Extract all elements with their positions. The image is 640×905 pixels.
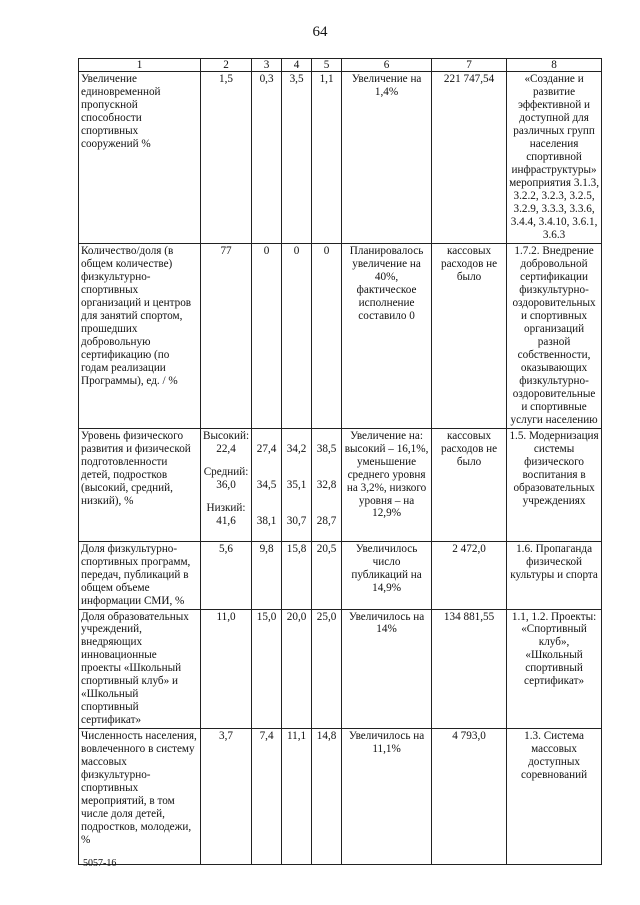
value-cell (201, 428, 252, 541)
activity-cell: 1.6. Пропаганда физической культуры и спорта (507, 541, 602, 609)
value-cell: 25,0 (312, 609, 342, 729)
col-header-1: 1 (79, 59, 201, 72)
result-cell: Увеличилось на 11,1% (342, 729, 432, 865)
col-header-5: 5 (312, 59, 342, 72)
result-cell: Планировалось увеличение на 40%, фактическое исполнение составило 0 (342, 243, 432, 428)
expenses-cell: 134 881,55 (432, 609, 507, 729)
col-header-7: 7 (432, 59, 507, 72)
level-value: 34,5 (256, 478, 277, 491)
value-cell: 9,8 (252, 541, 282, 609)
level-value: 34,2 (286, 442, 307, 455)
level-label: Высокий: (203, 429, 250, 442)
result-cell: Увеличилось на 14% (342, 609, 432, 729)
value-cell: 77 (201, 243, 252, 428)
col-header-6: 6 (342, 59, 432, 72)
expenses-cell: 4 793,0 (432, 729, 507, 865)
col-header-3: 3 (252, 59, 282, 72)
level-label: Средний: (203, 465, 249, 478)
result-cell: Увеличение на: высокий – 16,1%, уменьшение среднего уровня на 3,2%, низкого уровня – на 12,9% (342, 428, 432, 541)
level-value: 22,4 (216, 442, 236, 455)
report-table (78, 58, 602, 865)
value-cell (252, 428, 282, 541)
level-value: 41,6 (216, 514, 236, 527)
value-cell: 11,0 (201, 609, 252, 729)
value-cell: 1,5 (201, 72, 252, 244)
level-label: Низкий: (206, 501, 246, 514)
value-cell (282, 428, 312, 541)
value-cell: 1,1 (312, 72, 342, 244)
value-cell (312, 428, 342, 541)
value-cell: 20,5 (312, 541, 342, 609)
col-header-2: 2 (201, 59, 252, 72)
value-cell: 7,4 (252, 729, 282, 865)
activity-cell: 1.3. Система массовых доступных соревнований (507, 729, 602, 865)
level-value: 32,8 (316, 478, 337, 491)
level-value: 28,7 (316, 514, 337, 527)
table-row (79, 72, 602, 244)
expenses-cell: кассовых расходов не было (432, 243, 507, 428)
page-number: 64 (312, 24, 328, 40)
table-row (79, 428, 602, 541)
activity-cell: 1.5. Модернизация системы физического воспитания в образовательных учреждениях (507, 428, 602, 541)
table-row (79, 729, 602, 865)
indicator-cell: Доля физкультурно-спортивных программ, передач, публикаций в общем объеме информации СМИ, % (79, 541, 201, 609)
indicator-cell: Количество/доля (в общем количестве) физкультурно-спортивных организаций и центров для занятий спортом, прошедших добровольную сертификацию (по годам реализации Программы), ед. / % (79, 243, 201, 428)
level-value: 35,1 (286, 478, 307, 491)
expenses-cell: 221 747,54 (432, 72, 507, 244)
value-cell: 3,5 (282, 72, 312, 244)
value-cell: 3,7 (201, 729, 252, 865)
level-value: 38,5 (316, 442, 337, 455)
value-cell: 0 (312, 243, 342, 428)
value-cell: 0,3 (252, 72, 282, 244)
indicator-cell: Увеличение единовременной пропускной способности спортивных сооружений % (79, 72, 201, 244)
level-value: 27,4 (256, 442, 277, 455)
table-row (79, 609, 602, 729)
value-cell: 0 (252, 243, 282, 428)
value-cell: 20,0 (282, 609, 312, 729)
col-header-8: 8 (507, 59, 602, 72)
col-header-4: 4 (282, 59, 312, 72)
activity-cell: «Создание и развитие эффективной и доступной для различных групп населения спортивной инфраструктуры» мероприятия 3.1.3, 3.2.2, 3.2.3, 3.2.5, 3.2.9, 3.3.3, 3.3.6, 3.4.4, 3.4.10, 3.6.1, 3.6.3 (507, 72, 602, 244)
value-cell: 5,6 (201, 541, 252, 609)
value-cell: 14,8 (312, 729, 342, 865)
table-row (79, 243, 602, 428)
activity-cell: 1.1, 1.2. Проекты: «Спортивный клуб», «Школьный спортивный сертификат» (507, 609, 602, 729)
level-value: 38,1 (256, 514, 277, 527)
indicator-cell: Уровень физического развития и физической подготовленности детей, подростков (высокий, средний, низкий), % (79, 428, 201, 541)
result-cell: Увеличилось число публикаций на 14,9% (342, 541, 432, 609)
value-cell: 0 (282, 243, 312, 428)
value-cell: 15,0 (252, 609, 282, 729)
table-row (79, 541, 602, 609)
activity-cell: 1.7.2. Внедрение добровольной сертификации физкультурно-оздоровительных и спортивных организаций разной собственности, оказывающих физкультурно-оздоровительные и спортивные услуги населению (507, 243, 602, 428)
value-cell: 15,8 (282, 541, 312, 609)
indicator-cell: Доля образовательных учреждений, внедряющих инновационные проекты «Школьный спортивный клуб» и «Школьный спортивный сертификат» (79, 609, 201, 729)
level-value: 36,0 (216, 478, 236, 491)
indicator-cell: Численность населения, вовлеченного в систему массовых физкультурно-спортивных мероприятий, в том числе доля детей, подростков, молодежи, % (79, 729, 201, 865)
level-value: 30,7 (286, 514, 307, 527)
expenses-cell: 2 472,0 (432, 541, 507, 609)
footer-code: 5057-16 (83, 858, 117, 869)
value-cell: 11,1 (282, 729, 312, 865)
expenses-cell: кассовых расходов не было (432, 428, 507, 541)
result-cell: Увеличение на 1,4% (342, 72, 432, 244)
header-row (79, 59, 602, 72)
